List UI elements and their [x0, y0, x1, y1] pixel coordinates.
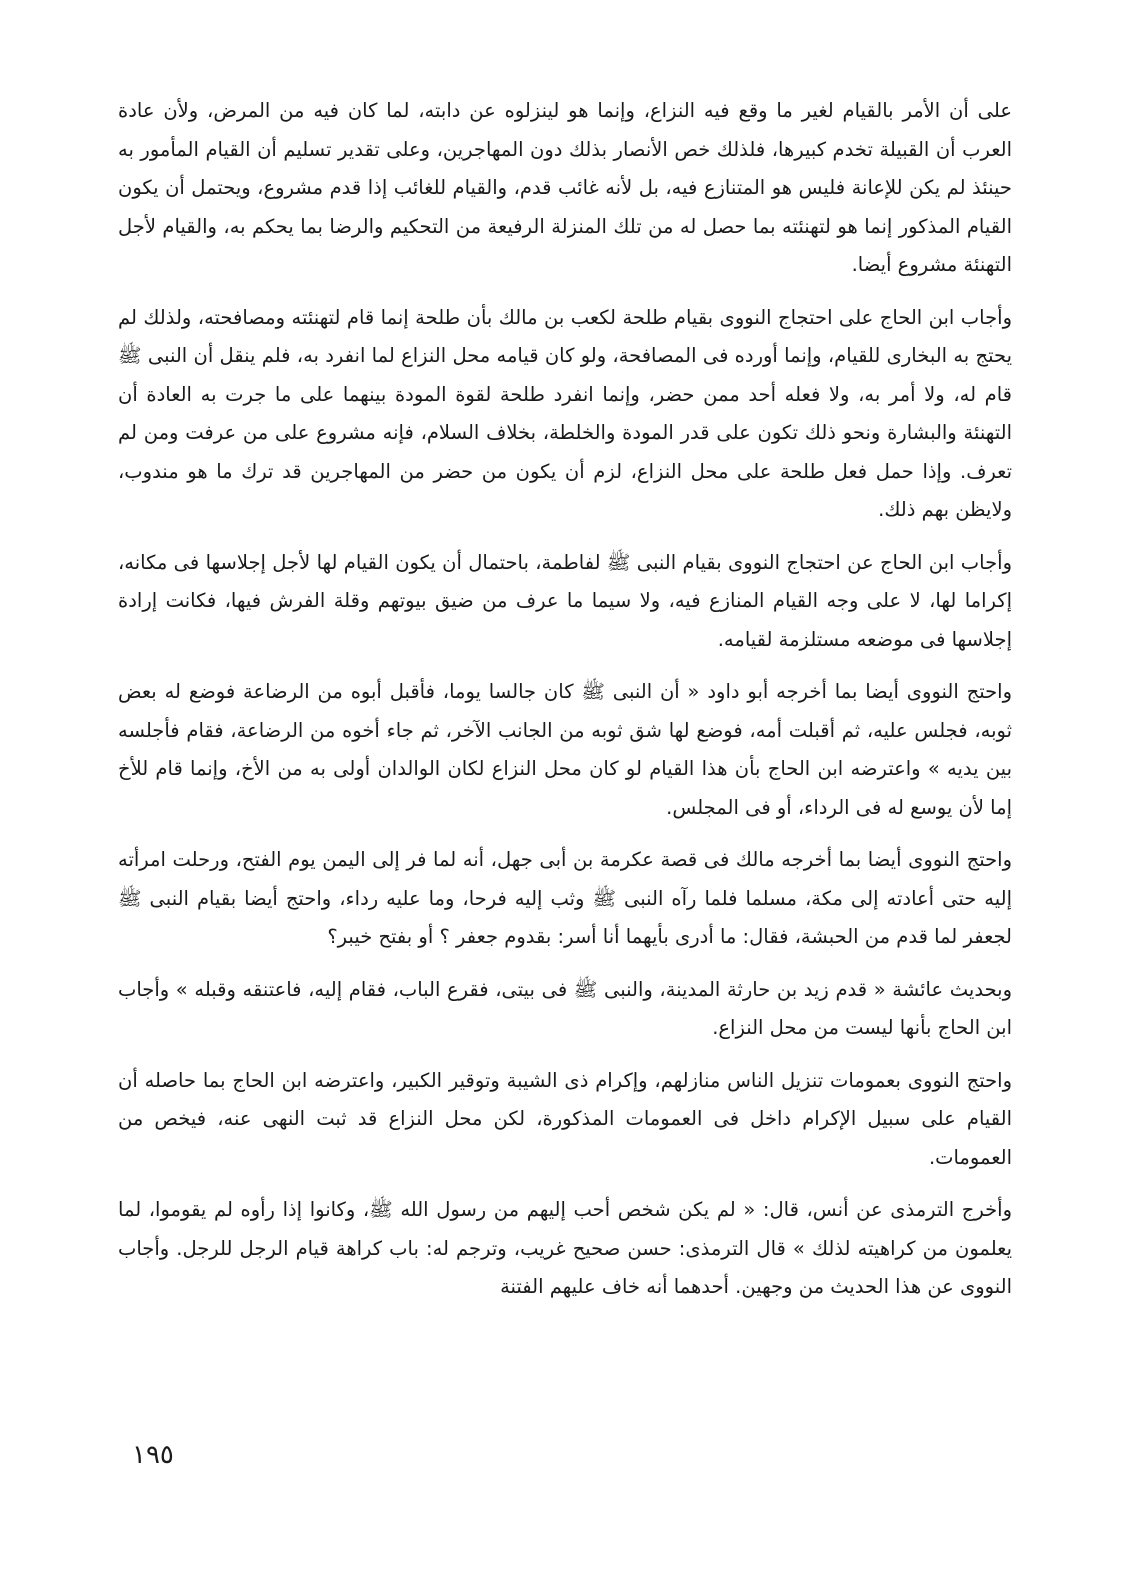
paragraph-4: واحتج النووى أيضا بما أخرجه أبو داود « أن النبى ﷺ كان جالسا يوما، فأقبل أبوه من الرضاعة فوضع له بعض ثوبه، فجلس عليه، ثم أقبلت أمه، فوضع لها شق ثوبه من الجانب الآخر، ثم جاء أخوه من الرضاعة، فقام فأجلسه بين يديه » واعترضه ابن الحاج بأن هذا القيام لو كان محل النزاع لكان الوالدان أولى به من الأخ، وإنما قام للأخ إما لأن يوسع له فى الرداء، أو فى المجلس. — [118, 680, 1012, 819]
paragraph-3: وأجاب ابن الحاج عن احتجاج النووى بقيام النبى ﷺ لفاطمة، باحتمال أن يكون القيام لها لأجل إجلاسها فى مكانه، إكراما لها، لا على وجه القيام المنازع فيه، ولا سيما ما عرف من ضيق بيوتهم وقلة الفرش فيها، فكانت إرادة إجلاسها فى موضعه مستلزمة لقيامه. — [118, 550, 1012, 651]
paragraph-6: وبحديث عائشة « قدم زيد بن حارثة المدينة، والنبى ﷺ فى بيتى، فقرع الباب، فقام إليه، فاعتنقه وقبله » وأجاب ابن الحاج بأنها ليست من محل النزاع. — [118, 977, 1012, 1039]
paragraph-5: واحتج النووى أيضا بما أخرجه مالك فى قصة عكرمة بن أبى جهل، أنه لما فر إلى اليمن يوم الفتح، ورحلت امرأته إليه حتى أعادته إلى مكة، مسلما فلما رآه النبى ﷺ وثب إليه فرحا، وما عليه رداء، واحتج أيضا بقيام النبى ﷺ لجعفر لما قدم من الحبشة، فقال: ما أدرى بأيهما أنا أسر: بقدوم جعفر ؟ أو بفتح خيبر؟ — [118, 848, 1012, 948]
paragraph-8: وأخرج الترمذى عن أنس، قال: « لم يكن شخص أحب إليهم من رسول الله ﷺ، وكانوا إذا رأوه لم يقوموا، لما يعلمون من كراهيته لذلك » قال الترمذى: حسن صحيح غريب، وترجم له: باب كراهة قيام الرجل للرجل. وأجاب النووى عن هذا الحديث من وجهين. أحدهما أنه خاف عليهم الفتنة — [118, 1198, 1012, 1298]
page-body — [118, 92, 1012, 1321]
paragraph-7: واحتج النووى بعمومات تنزيل الناس منازلهم، وإكرام ذى الشيبة وتوقير الكبير، واعترضه ابن الحاج بما حاصله أن القيام على سبيل الإكرام داخل فى العمومات المذكورة، لكن محل النزاع قد ثبت النهى عنه، فيخص من العمومات. — [118, 1068, 1012, 1169]
page-number: ١٩٥ — [132, 1440, 174, 1470]
paragraph-2: وأجاب ابن الحاج على احتجاج النووى بقيام طلحة لكعب بن مالك بأن طلحة إنما قام لتهنئته ومصافحته، ولذلك لم يحتج به البخارى للقيام، وإنما أورده فى المصافحة، ولو كان قيامه محل النزاع لما انفرد به، فلم ينقل أن النبى ﷺ قام له، ولا أمر به، ولا فعله أحد ممن حضر، وإنما انفرد طلحة لقوة المودة بينهما على ما جرت به العادة أن التهنئة والبشارة ونحو ذلك تكون على قدر المودة والخلطة، بخلاف السلام، فإنه مشروع على من عرفت ومن لم تعرف. وإذا حمل فعل طلحة على محل النزاع، لزم أن يكون من حضر من المهاجرين قد ترك ما هو مندوب، ولايظن بهم ذلك. — [118, 305, 1012, 521]
paragraph-1: على أن الأمر بالقيام لغير ما وقع فيه النزاع، وإنما هو لينزلوه عن دابته، لما كان فيه من المرض، ولأن عادة العرب أن القبيلة تخدم كبيرها، فلذلك خص الأنصار بذلك دون المهاجرين، وعلى تقدير تسليم أن القيام المأمور به حينئذ لم يكن للإعانة فليس هو المتنازع فيه، بل لأنه غائب قدم، والقيام للغائب إذا قدم مشروع، ويحتمل أن يكون القيام المذكور إنما هو لتهنئته بما حصل له من تلك المنزلة الرفيعة من التحكيم والرضا بما يحكم به، والقيام لأجل التهنئة مشروع أيضا. — [118, 99, 1012, 276]
